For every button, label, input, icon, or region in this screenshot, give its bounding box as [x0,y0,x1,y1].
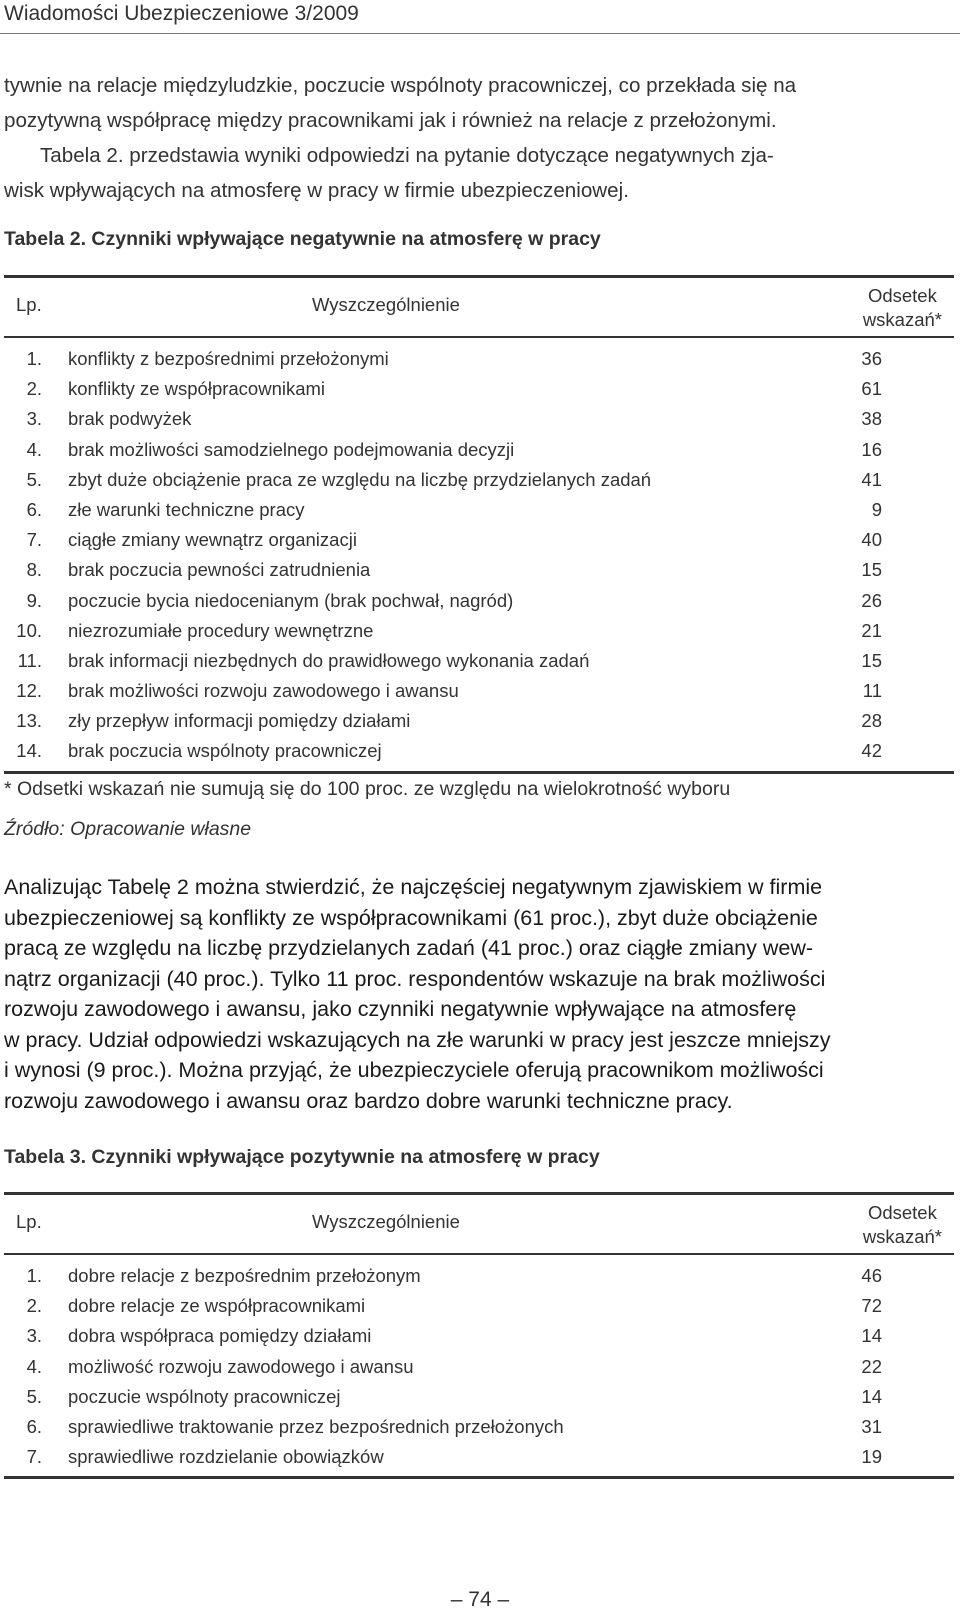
analysis-line: i wynosi (9 proc.). Można przyjąć, że ubezpieczyciele oferują pracownikom możliwości [4,1058,824,1082]
table-row [4,495,954,525]
running-title: Wiadomości Ubezpieczeniowe 3/2009 [4,2,359,25]
col-pct-header-line1: Odsetek [867,1202,937,1223]
row-description: dobre relacje ze współpracownikami [68,1295,366,1317]
table-row [4,465,954,495]
row-description: brak poczucia wspólnoty pracowniczej [68,740,382,762]
table3-header [4,1195,954,1255]
row-number: 10. [16,619,42,641]
analysis-line: w pracy. Udział odpowiedzi wskazujących na złe warunki w pracy jest jeszcze mniejszy [4,1027,831,1052]
row-number: 5. [26,468,42,490]
row-description: konflikty z bezpośrednimi przełożonymi [68,348,389,369]
row-value: 21 [861,619,882,641]
row-number: 7. [26,529,42,551]
table-row [4,1321,954,1351]
table2-source: Źródło: Opracowanie własne [4,818,252,840]
row-value: 11 [862,680,882,702]
row-value: 31 [861,1415,882,1437]
row-value: 15 [861,559,882,581]
row-number: 3. [26,408,42,430]
table-row [4,1412,954,1442]
table3 [4,1192,954,1479]
analysis-line: rozwoju zawodowego i awansu oraz bardzo dobre warunki techniczne pracy. [4,1088,733,1113]
row-description: brak informacji niezbędnych do prawidłowego wykonania zadań [68,649,590,671]
col-pct-header [863,1201,942,1249]
row-number: 2. [26,1295,42,1317]
analysis-line: Analizując Tabelę 2 można stwierdzić, że najczęściej negatywnym zjawiskiem w firmie [4,875,823,899]
intro-line-text: Tabela 2. przedstawia wyniki odpowiedzi na pytanie dotyczące negatywnych zja- [40,144,774,167]
row-number: 2. [26,378,42,400]
row-description: złe warunki techniczne pracy [68,498,305,520]
row-description: brak podwyżek [68,408,192,430]
row-value: 38 [861,408,882,430]
row-description: sprawiedliwe traktowanie przez bezpośrednich przełożonych [68,1415,564,1437]
table-row [4,555,954,585]
intro-line: pozytywną współpracę między pracownikami jak i również na relacje z przełożonymi. [4,109,777,132]
table-row [4,646,954,676]
page-number: – 74 – [450,1588,510,1611]
row-description: brak możliwości rozwoju zawodowego i awansu [68,680,459,702]
row-number: 13. [16,710,42,732]
row-description: poczucie wspólnoty pracowniczej [68,1385,341,1407]
row-description: niezrozumiałe procedury wewnętrzne [68,619,374,641]
row-number: 3. [26,1325,42,1347]
row-number: 12. [16,680,42,702]
row-value: 22 [861,1355,882,1377]
row-number: 4. [26,1355,42,1377]
row-number: 6. [26,1415,42,1437]
table-row [4,1291,954,1321]
table-row [4,676,954,706]
table-row [4,404,954,434]
table2-note: * Odsetki wskazań nie sumują się do 100 proc. ze względu na wielokrotność wyboru [4,778,731,800]
row-number: 9. [26,589,42,611]
table-row [4,616,954,646]
table-row [4,1261,954,1291]
table-row [4,706,954,736]
row-description: brak możliwości samodzielnego podejmowania decyzji [68,438,515,460]
row-number: 5. [26,1385,42,1407]
table2-body [4,338,954,771]
analysis-line: pracą ze względu na liczbę przydzielanych zadań (41 proc.) oraz ciągłe zmiany wew- [4,936,814,960]
row-value: 42 [861,740,882,762]
row-description: zły przepływ informacji pomiędzy działami [68,710,411,732]
table-row [4,736,954,766]
table-row [4,1382,954,1412]
row-value: 15 [861,649,882,671]
row-description: konflikty ze współpracownikami [68,378,326,400]
table2 [4,275,954,774]
row-value: 36 [861,348,882,369]
header-rule [0,33,960,34]
row-number: 6. [26,498,42,520]
col-pct-header-line1: Odsetek [867,285,937,306]
table2-header [4,278,954,338]
row-value: 61 [861,378,882,400]
col-pct-header-line2: wskazań* [862,309,942,330]
row-value: 26 [861,589,882,611]
row-description: ciągłe zmiany wewnątrz organizacji [68,529,357,551]
col-lp-header: Lp. [16,294,42,315]
table-row [4,525,954,555]
row-number: 11. [17,649,42,671]
intro-line: tywnie na relacje międzyludzkie, poczucie wspólnoty pracowniczej, co przekłada się na [4,74,797,97]
intro-paragraph [4,68,956,208]
row-number: 8. [26,559,42,581]
col-desc-header: Wyszczególnienie [312,294,460,315]
col-pct-header-line2: wskazań* [862,1226,942,1247]
analysis-line: rozwoju zawodowego i awansu, jako czynniki negatywnie wpływające na atmosferę [4,997,797,1021]
row-value: 14 [861,1385,882,1407]
analysis-line: ubezpieczeniowej są konflikty ze współpracownikami (61 proc.), zbyt duże obciążenie [4,905,818,930]
table-row [4,435,954,465]
row-number: 1. [26,348,42,369]
row-description: brak poczucia pewności zatrudnienia [68,559,371,581]
table-row [4,374,954,404]
table-row [4,1442,954,1472]
row-value: 40 [861,529,882,551]
analysis-paragraph [4,872,956,1116]
row-description: sprawiedliwe rozdzielanie obowiązków [68,1446,384,1468]
row-number: 4. [26,438,42,460]
row-description: możliwość rozwoju zawodowego i awansu [68,1355,414,1377]
row-value: 16 [861,438,882,460]
intro-line [4,138,956,173]
row-number: 7. [26,1446,42,1468]
row-value: 72 [861,1295,882,1317]
table-row [4,344,954,374]
row-description: dobre relacje z bezpośrednim przełożonym [68,1265,421,1286]
row-value: 19 [861,1446,882,1468]
analysis-line: nątrz organizacji (40 proc.). Tylko 11 proc. respondentów wskazuje na brak możliwości [4,966,826,991]
col-pct-header [863,284,942,332]
row-description: zbyt duże obciążenie praca ze względu na liczbę przydzielanych zadań [68,468,652,490]
row-value: 46 [861,1265,882,1286]
row-number: 14. [16,740,42,762]
row-value: 28 [861,710,882,732]
col-lp-header: Lp. [16,1211,42,1232]
row-description: dobra współpraca pomiędzy działami [68,1325,372,1347]
row-value: 41 [861,468,882,490]
col-desc-header: Wyszczególnienie [312,1211,460,1232]
row-description: poczucie bycia niedocenianym (brak pochwał, nagród) [68,589,514,611]
row-value: 9 [871,498,882,520]
table-row [4,1352,954,1382]
table2-caption: Tabela 2. Czynniki wpływające negatywnie na atmosferę w pracy [4,228,601,250]
row-value: 14 [861,1325,882,1347]
table3-caption: Tabela 3. Czynniki wpływające pozytywnie na atmosferę w pracy [4,1146,600,1168]
table-row [4,586,954,616]
table3-body [4,1255,954,1476]
intro-line: wisk wpływających na atmosferę w pracy w firmie ubezpieczeniowej. [4,179,629,202]
row-number: 1. [26,1265,42,1286]
